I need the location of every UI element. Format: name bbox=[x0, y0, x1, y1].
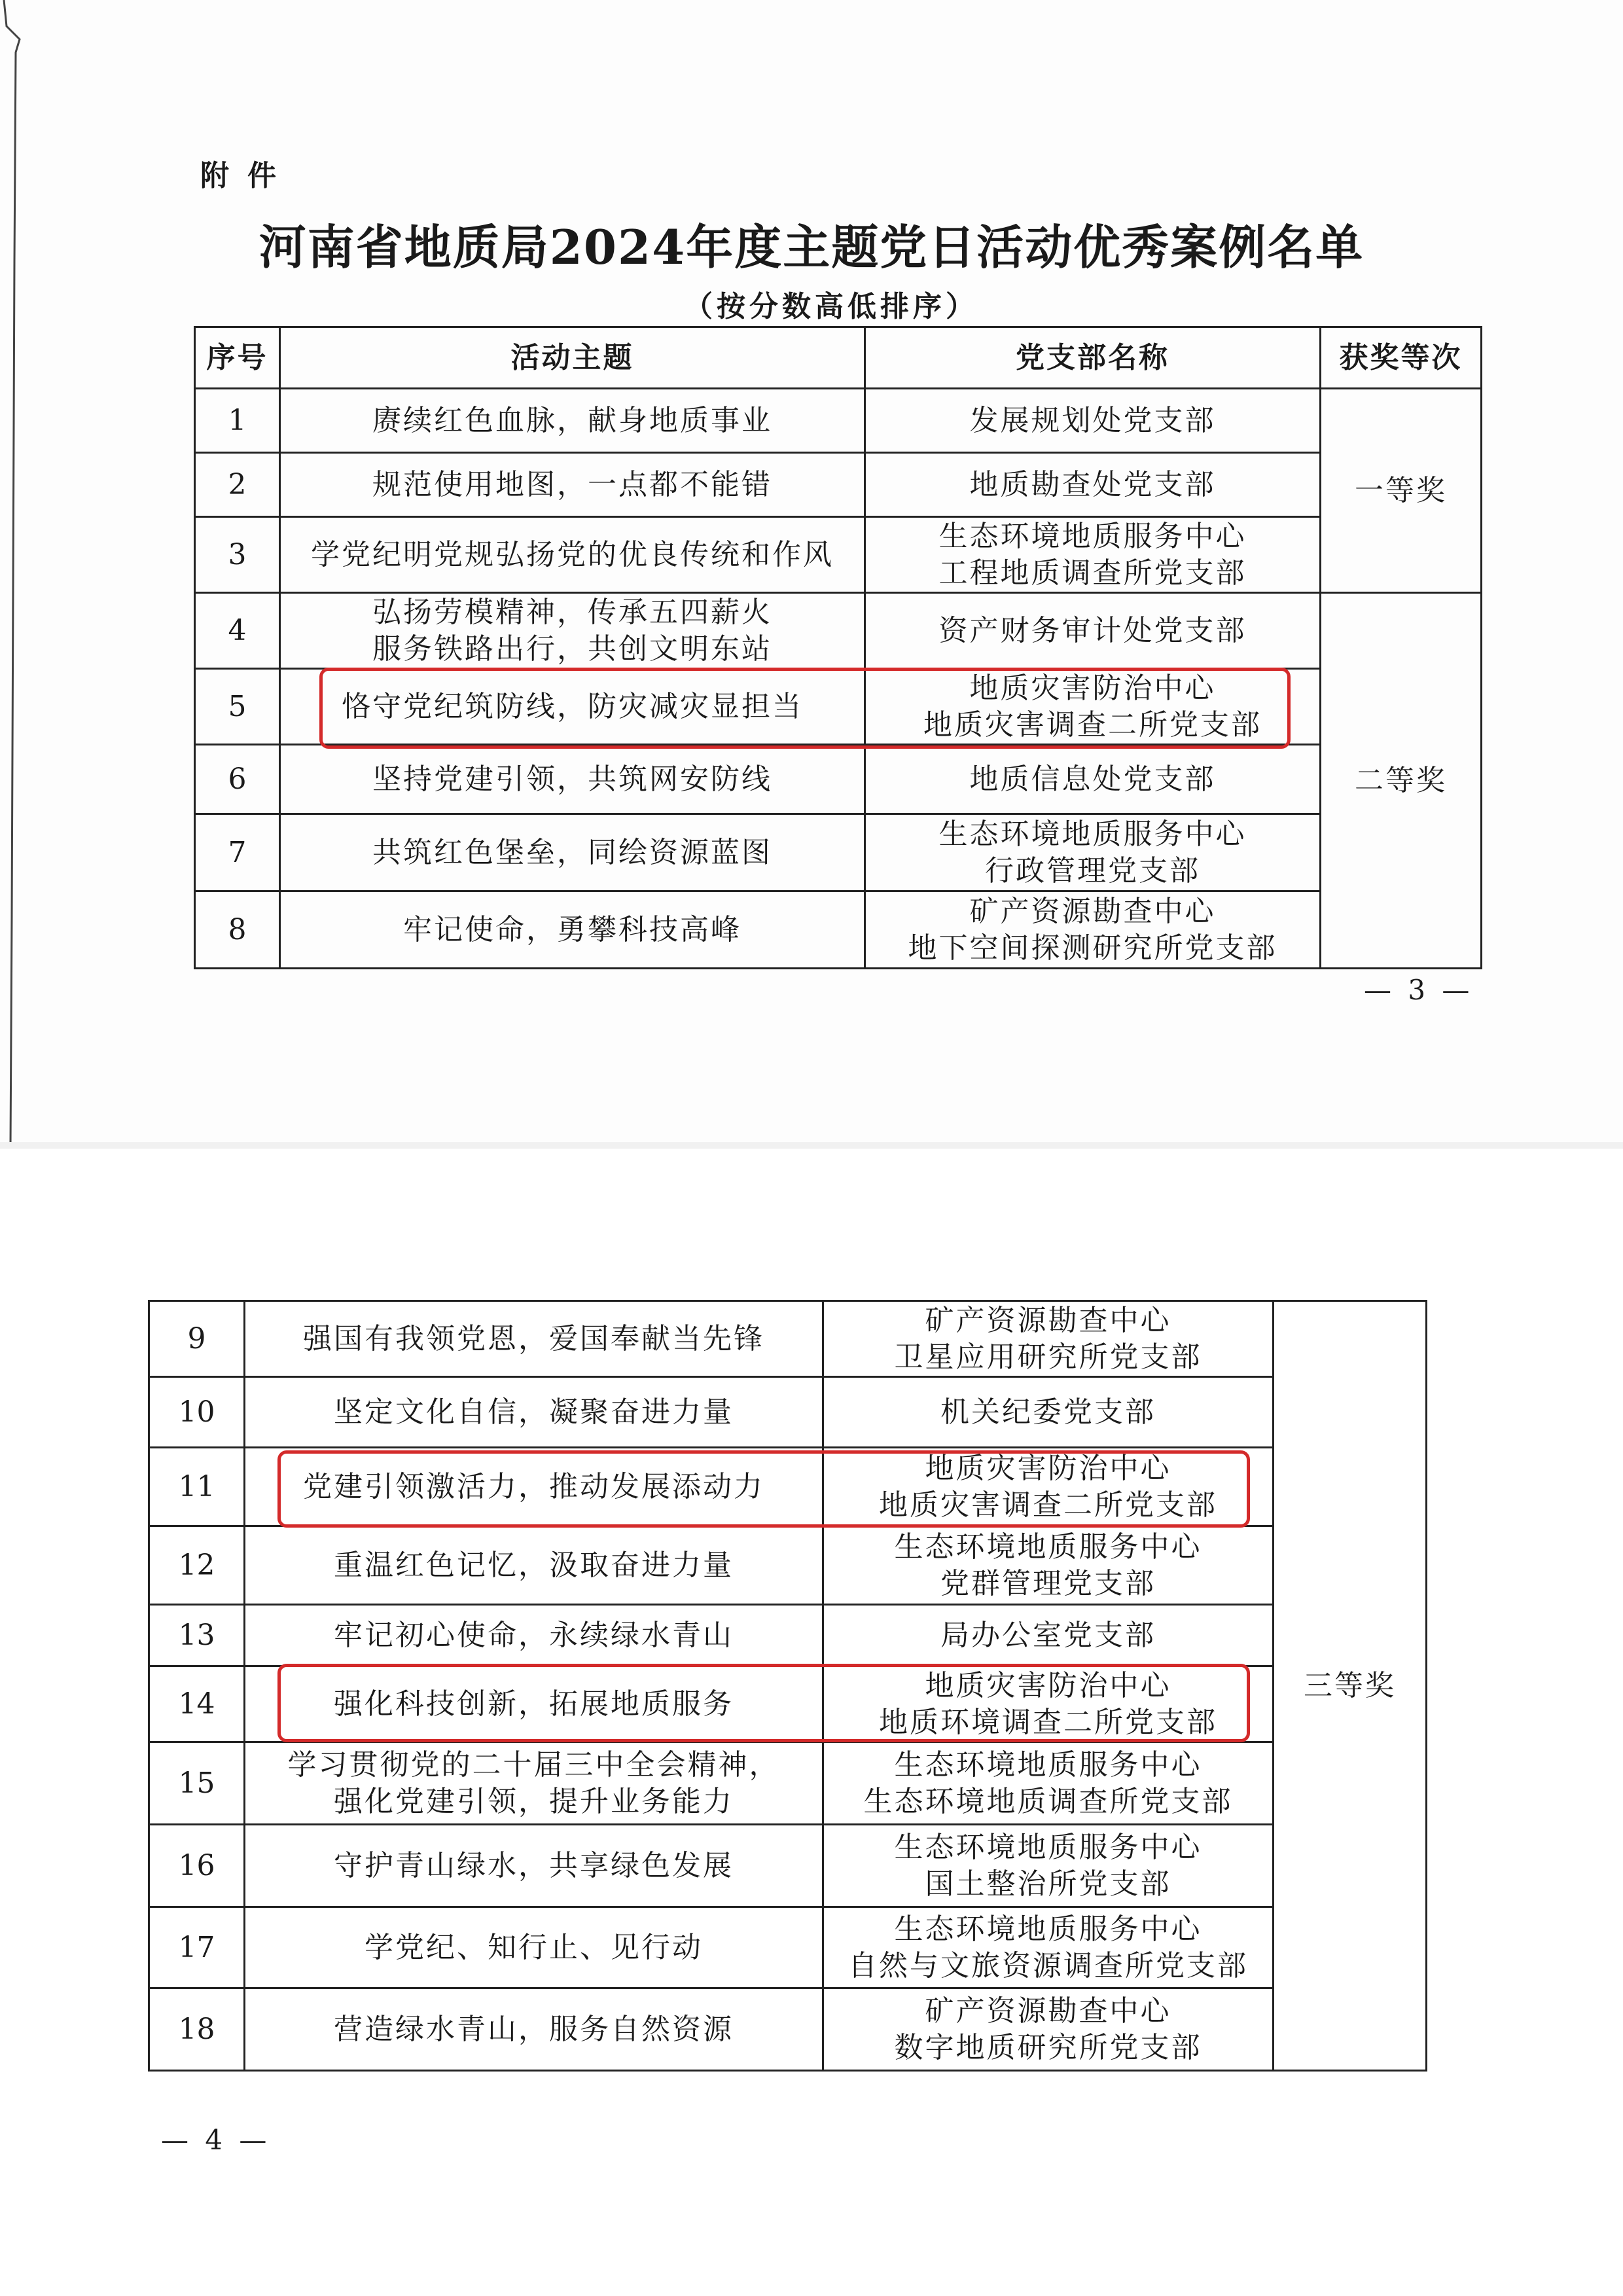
row-theme bbox=[245, 1742, 823, 1825]
row-no: 15 bbox=[149, 1742, 245, 1825]
table-row bbox=[195, 745, 1482, 814]
row-branch: 地质信息处党支部 bbox=[865, 745, 1321, 814]
row-no: 9 bbox=[149, 1301, 245, 1377]
award-table-part1 bbox=[194, 326, 1482, 969]
row-theme: 强国有我领党恩，爱国奉献当先锋 bbox=[245, 1301, 823, 1377]
row-theme: 共筑红色堡垒，同绘资源蓝图 bbox=[280, 814, 865, 891]
table-row bbox=[195, 453, 1482, 517]
table-row bbox=[149, 1988, 1427, 2071]
row-branch bbox=[823, 1742, 1274, 1825]
row-theme: 守护青山绿水，共享绿色发展 bbox=[245, 1825, 823, 1907]
table-row bbox=[195, 891, 1482, 969]
row-theme: 学党纪明党规弘扬党的优良传统和作风 bbox=[280, 517, 865, 593]
scanned-page-edge bbox=[0, 0, 26, 1145]
branch-line: 自然与文旅资源调查所党支部 bbox=[848, 1948, 1248, 1982]
table-row bbox=[149, 1742, 1427, 1825]
branch-line: 矿产资源勘查中心 bbox=[969, 894, 1216, 928]
row-no: 11 bbox=[149, 1448, 245, 1526]
row-branch bbox=[823, 1988, 1274, 2071]
theme-line: 服务铁路出行，共创文明东站 bbox=[372, 632, 772, 666]
branch-line: 生态环境地质服务中心 bbox=[938, 817, 1247, 851]
table-row bbox=[149, 1907, 1427, 1988]
row-no: 6 bbox=[195, 745, 280, 814]
highlight-box-row-14 bbox=[277, 1664, 1250, 1742]
row-no: 5 bbox=[195, 669, 280, 745]
row-no: 3 bbox=[195, 517, 280, 593]
branch-line: 地质灾害调查二所党支部 bbox=[879, 1488, 1217, 1522]
row-no: 4 bbox=[195, 593, 280, 669]
branch-line: 地质灾害调查二所党支部 bbox=[923, 708, 1262, 742]
branch-line: 生态环境地质服务中心 bbox=[938, 519, 1247, 553]
row-branch bbox=[823, 1825, 1274, 1907]
document-subtitle: （按分数高低排序） bbox=[684, 290, 978, 323]
theme-line: 学习贯彻党的二十届三中全会精神， bbox=[287, 1748, 780, 1782]
branch-line: 生态环境地质服务中心 bbox=[894, 1530, 1202, 1564]
row-theme: 赓续红色血脉，献身地质事业 bbox=[280, 389, 865, 453]
row-no: 8 bbox=[195, 891, 280, 969]
branch-line: 矿产资源勘查中心 bbox=[925, 1303, 1171, 1337]
table-row bbox=[195, 517, 1482, 593]
row-theme: 坚持党建引领，共筑网安防线 bbox=[280, 745, 865, 814]
page-number: — 4 — bbox=[161, 2124, 271, 2156]
row-no: 18 bbox=[149, 1988, 245, 2071]
branch-line: 地质环境调查二所党支部 bbox=[879, 1705, 1217, 1739]
table-row bbox=[149, 1526, 1427, 1605]
branch-line: 卫星应用研究所党支部 bbox=[894, 1340, 1202, 1374]
header-theme: 活动主题 bbox=[280, 327, 865, 389]
row-theme: 牢记使命，勇攀科技高峰 bbox=[280, 891, 865, 969]
highlight-box-row-11 bbox=[277, 1450, 1250, 1528]
branch-line: 工程地质调查所党支部 bbox=[938, 556, 1247, 590]
award-third: 三等奖 bbox=[1274, 1301, 1427, 2071]
document-page-4 bbox=[0, 1149, 1623, 2296]
row-theme: 营造绿水青山，服务自然资源 bbox=[245, 1988, 823, 2071]
branch-line: 生态环境地质服务中心 bbox=[894, 1912, 1202, 1946]
row-branch: 发展规划处党支部 bbox=[865, 389, 1321, 453]
attachment-label: 附件 bbox=[200, 159, 294, 192]
table-header-row bbox=[195, 327, 1482, 389]
table-row bbox=[149, 1605, 1427, 1666]
table-row bbox=[149, 1377, 1427, 1448]
row-theme: 牢记初心使命，永续绿水青山 bbox=[245, 1605, 823, 1666]
row-theme bbox=[280, 593, 865, 669]
row-no: 13 bbox=[149, 1605, 245, 1666]
row-branch: 地质勘查处党支部 bbox=[865, 453, 1321, 517]
row-no: 1 bbox=[195, 389, 280, 453]
branch-line: 地下空间探测研究所党支部 bbox=[908, 931, 1277, 965]
theme-line: 弘扬劳模精神，传承五四薪火 bbox=[372, 595, 772, 629]
branch-line: 生态环境地质服务中心 bbox=[894, 1748, 1202, 1782]
branch-line: 数字地质研究所党支部 bbox=[894, 2030, 1202, 2064]
row-no: 2 bbox=[195, 453, 280, 517]
header-award: 获奖等次 bbox=[1321, 327, 1482, 389]
row-theme: 重温红色记忆，汲取奋进力量 bbox=[245, 1526, 823, 1605]
row-branch: 机关纪委党支部 bbox=[823, 1377, 1274, 1448]
branch-line: 地质灾害防治中心 bbox=[925, 1451, 1171, 1485]
row-branch bbox=[865, 891, 1321, 969]
row-branch bbox=[823, 1907, 1274, 1988]
branch-line: 矿产资源勘查中心 bbox=[925, 1994, 1171, 2028]
row-branch bbox=[823, 1526, 1274, 1605]
header-branch: 党支部名称 bbox=[865, 327, 1321, 389]
row-theme: 恪守党纪筑防线，防灾减灾显担当 bbox=[280, 669, 865, 745]
row-no: 10 bbox=[149, 1377, 245, 1448]
row-no: 14 bbox=[149, 1666, 245, 1742]
award-second: 二等奖 bbox=[1321, 593, 1482, 969]
theme-line: 强化党建引领，提升业务能力 bbox=[334, 1784, 734, 1818]
branch-line: 生态环境地质调查所党支部 bbox=[863, 1784, 1233, 1818]
row-branch bbox=[865, 814, 1321, 891]
row-theme: 规范使用地图，一点都不能错 bbox=[280, 453, 865, 517]
table-row bbox=[149, 1301, 1427, 1377]
row-theme: 坚定文化自信，凝聚奋进力量 bbox=[245, 1377, 823, 1448]
row-branch: 资产财务审计处党支部 bbox=[865, 593, 1321, 669]
branch-line: 地质灾害防治中心 bbox=[969, 671, 1216, 705]
table-row bbox=[149, 1825, 1427, 1907]
document-title: 河南省地质局2024年度主题党日活动优秀案例名单 bbox=[259, 219, 1364, 275]
row-branch bbox=[823, 1301, 1274, 1377]
branch-line: 生态环境地质服务中心 bbox=[894, 1830, 1202, 1864]
row-theme: 强化科技创新，拓展地质服务 bbox=[245, 1666, 823, 1742]
table-row bbox=[195, 814, 1482, 891]
branch-line: 行政管理党支部 bbox=[985, 853, 1200, 888]
row-theme: 学党纪、知行止、见行动 bbox=[245, 1907, 823, 1988]
row-no: 12 bbox=[149, 1526, 245, 1605]
row-theme: 党建引领激活力，推动发展添动力 bbox=[245, 1448, 823, 1526]
page-number: — 3 — bbox=[1364, 974, 1474, 1006]
row-branch: 局办公室党支部 bbox=[823, 1605, 1274, 1666]
branch-line: 地质灾害防治中心 bbox=[925, 1668, 1171, 1702]
row-no: 17 bbox=[149, 1907, 245, 1988]
award-first: 一等奖 bbox=[1321, 389, 1482, 593]
branch-line: 国土整治所党支部 bbox=[925, 1867, 1171, 1901]
row-branch bbox=[865, 517, 1321, 593]
table-row bbox=[195, 593, 1482, 669]
branch-line: 党群管理党支部 bbox=[940, 1566, 1156, 1600]
row-no: 16 bbox=[149, 1825, 245, 1907]
table-row bbox=[195, 389, 1482, 453]
row-no: 7 bbox=[195, 814, 280, 891]
highlight-box-row-5 bbox=[319, 668, 1291, 749]
header-no: 序号 bbox=[195, 327, 280, 389]
